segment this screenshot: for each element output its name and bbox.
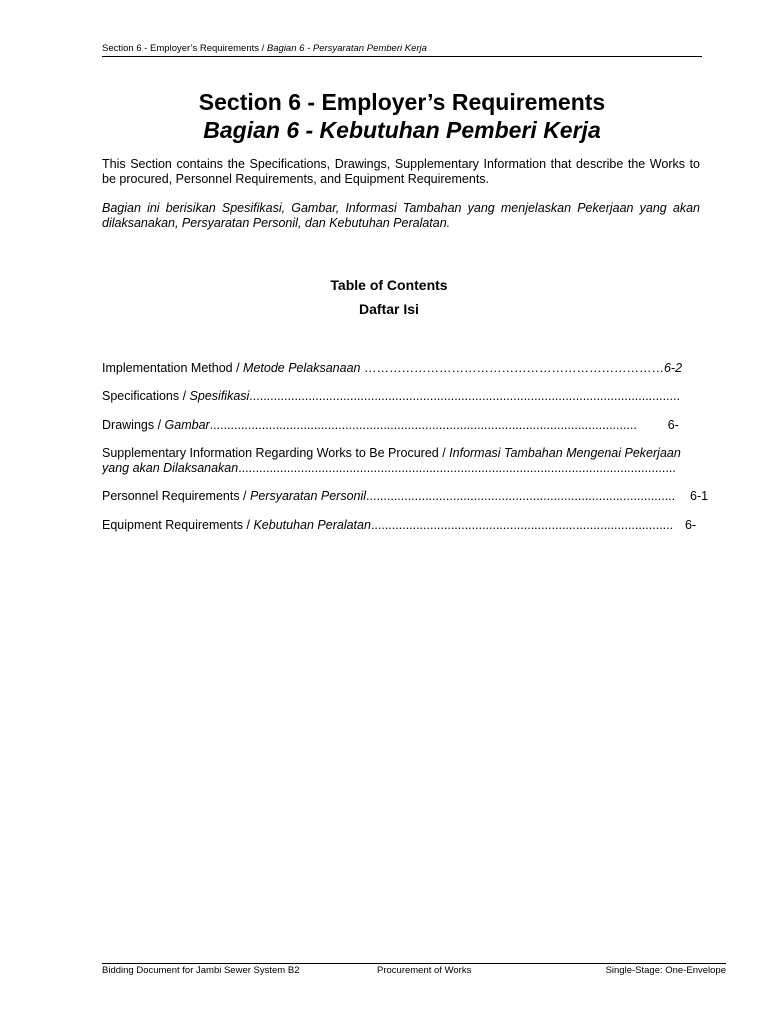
toc-entry-label-en: Equipment Requirements / <box>102 518 254 532</box>
toc-entry-leader: ......................................................................................... <box>366 489 676 503</box>
intro-paragraph-en: This Section contains the Specifications, Drawings, Supplementary Information that describe the Works to be procured, Personnel Requirements, and Equipment Requirements. <box>102 157 700 186</box>
intro-paragraph-id: Bagian ini berisikan Spesifikasi, Gambar, Informasi Tambahan yang menjelaskan Pekerjaan yang akan dilaksanakan, Persyaratan Personil, dan Kebutuhan Peralatan. <box>102 201 700 230</box>
toc-heading-en: Table of Contents <box>330 277 448 293</box>
toc-entry-leader: ....................................................................................... <box>370 518 674 532</box>
toc-entry-personnel-requirements[interactable] <box>102 489 712 504</box>
toc-entry-leader: ……………………………………………………………… <box>360 361 664 375</box>
toc-entry-page: 6- <box>684 518 697 532</box>
toc-entry-label-en: Drawings / <box>102 418 165 432</box>
toc-entry-label-id: Spesifikasi <box>189 389 250 403</box>
toc-entry-label-id: Kebutuhan Peralatan <box>253 518 371 532</box>
section-title-en: Section 6 - Employer’s Requirements <box>198 89 606 115</box>
toc-entry-specifications[interactable] <box>102 389 704 404</box>
toc-entry-leader: ............................................................................................................................ <box>249 389 680 403</box>
toc-entry-label-en: Personnel Requirements / <box>102 489 250 503</box>
toc-entry-drawings[interactable] <box>102 418 712 433</box>
footer-bidding-method: Single-Stage: One-Envelope <box>605 965 726 976</box>
header-text-en: Section 6 - Employer’s Requirements / <box>102 43 267 54</box>
toc-entry-page: 6-1 <box>690 489 709 503</box>
toc-entry-leader: ........................................................................................................................... <box>209 418 637 432</box>
running-header <box>102 43 702 57</box>
footer-procurement-type: Procurement of Works <box>377 965 472 976</box>
toc-entry-label-en: Supplementary Information Regarding Works to Be Procured / <box>102 446 450 460</box>
toc-entry-label-id-line1: Informasi Tambahan Mengenai Pekerjaan <box>449 446 681 460</box>
toc-entry-label-id-line2: yang akan Dilaksanakan <box>102 461 239 475</box>
toc-entry-label-en: Implementation Method / <box>102 361 244 375</box>
section-title <box>102 88 702 144</box>
header-text-id: Bagian 6 - Persyaratan Pemberi Kerja <box>266 43 427 54</box>
toc-entry-page: 6-2 <box>663 361 683 375</box>
toc-entry-label-id: Metode Pelaksanaan <box>243 361 361 375</box>
toc-entry-implementation-method[interactable] <box>102 361 712 376</box>
toc-heading-id: Daftar Isi <box>359 301 419 317</box>
toc-entry-label-en: Specifications / <box>102 389 190 403</box>
toc-entry-page: 6- <box>667 418 679 432</box>
toc-entry-equipment-requirements[interactable] <box>102 518 712 533</box>
running-footer <box>102 963 726 976</box>
toc-entry-label-id: Gambar <box>164 418 210 432</box>
toc-entry-label-id: Persyaratan Personil <box>250 489 367 503</box>
toc-entry-supplementary-information[interactable] <box>102 446 704 476</box>
section-title-id: Bagian 6 - Kebutuhan Pemberi Kerja <box>203 117 601 143</box>
toc-entry-leader: .............................................................................................................................. <box>238 461 676 475</box>
footer-document-title: Bidding Document for Jambi Sewer System B2 <box>102 965 300 976</box>
